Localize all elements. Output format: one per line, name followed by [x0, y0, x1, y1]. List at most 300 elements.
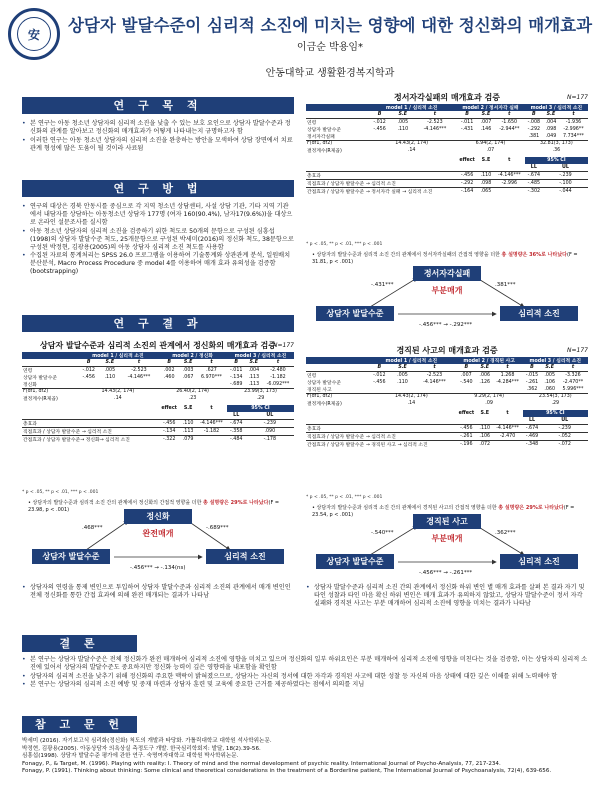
table-row [22, 381, 294, 389]
table-cell: .113 [180, 427, 196, 435]
table-cell: -.100 [543, 179, 588, 187]
table-n: N=177 [273, 342, 294, 349]
purpose-item: • 이러한 연구는 아동 청소년 상담자의 심리적 소진을 완충하는 방안을 모색하여 상담 장면에서 치료 관계 형성에 많은 도움이 될 것이라 사료됨 [22, 137, 294, 153]
model-header: model 2 / 정서자각 실패 [456, 104, 525, 111]
table-cell [158, 381, 180, 389]
table-row [306, 133, 588, 141]
header-cell [306, 104, 367, 111]
table-cell: -4.146*** [196, 419, 227, 427]
row-label: 결정계수(R제곱) [23, 397, 58, 402]
table-cell: .090 [246, 427, 294, 435]
table-row [306, 118, 588, 126]
table-note: * p < .05, ** p < .01, *** p < .001 [22, 490, 99, 495]
subheader-cell: B [523, 364, 542, 371]
caption-highlight: 총 설명량은 29%로 나타났다 [203, 500, 269, 506]
table-cell [392, 386, 414, 394]
table-title: 정서자각실패의 매개효과 검증 [393, 93, 501, 102]
conclusion-item: • 본 연구는 상담자 발달수준은 전체 정신화가 완전 매개하여 심리적 소진에 영향을 미치고 있으며 정신화의 일부 하위요인은 부분 매개하여 심리적 소진에 영향을 미친다는 것을 검증함, 이는 상담자의 심리적 소진에 있어서 상담자의 발달수준도 중요하지만 정신화 능력이 깊은 영향력을 내포함을 확인함 [22, 656, 590, 672]
table-cell: -.302 [525, 187, 543, 195]
header-cell [306, 417, 523, 424]
model-header: model 3 / 심리적 소진 [227, 352, 294, 359]
table-stat-row [306, 400, 588, 407]
table-cell: -.348 [523, 440, 542, 448]
subheader-cell: B [367, 111, 392, 118]
table-cell: .079 [180, 435, 196, 443]
table-cell: 14.43(2, 174) [367, 140, 456, 147]
table-cell: .146 [480, 126, 492, 132]
method-list [22, 203, 294, 277]
subheader-cell: t [493, 364, 523, 371]
table-cell: 5.996*** [562, 386, 584, 392]
subheader-cell: S.E [477, 364, 492, 371]
row-label: 상담자 발달수준 [307, 380, 341, 386]
table-cell: -1.650 [501, 119, 518, 125]
effect-subheader-row [22, 412, 294, 419]
conclusion-list [22, 656, 590, 690]
table-cell: -.052 [541, 432, 588, 440]
table-cell: 23.99(3, 173) [227, 388, 294, 395]
table-cell: -.540 [460, 379, 473, 385]
caption-text: • 상담자의 발달수준과 심리적 소진 간의 관계에서 정신화의 간접적 영향을 더한 [28, 500, 203, 506]
subheader-cell: t [262, 359, 294, 366]
table-cell: .381 [528, 133, 540, 139]
coef-a: -.540*** [371, 530, 394, 536]
predictor-box: 상담자 발달수준 [316, 554, 394, 569]
table-cell: .110 [180, 419, 196, 427]
table-cell [477, 386, 492, 394]
table-cell: 7.734*** [563, 133, 584, 139]
table-cell: -6.092*** [266, 381, 290, 387]
purpose-item: • 본 연구는 아동 청소년 상담자의 심리적 소진을 낮출 수 있는 보호 요인으로 상담자 발달수준과 정신화의 관계를 알아보고 정신화의 매개효과가 어떻게 나타내는지 규명하고자 함 [22, 120, 294, 136]
effect-row [306, 424, 588, 432]
mediation-type-label: 부분매개 [431, 534, 463, 543]
effect-header: effect [161, 406, 177, 411]
table-cell: .07 [486, 148, 495, 153]
table-cell: -3.326 [565, 372, 581, 378]
table-header-row [306, 104, 588, 111]
outcome-box: 심리적 소진 [500, 554, 578, 569]
row-label: 연령 [23, 368, 33, 374]
reference-entry: 박세미 (2016). 자기보고식 심리화(정신화) 척도의 개발과 타당화. 가톨릭대학교 대학원 석사학위논문. [22, 738, 272, 744]
table-cell: -.239 [541, 424, 588, 432]
row-label: 연령 [307, 120, 317, 126]
table-cell: -.134 [230, 374, 243, 380]
table-note: * p < .05, ** p < .01, *** p < .001 [306, 495, 383, 500]
coef-c: -.456*** → -.261*** [419, 570, 473, 576]
row-label: 결정계수(R제곱) [307, 149, 342, 154]
table-cell: .049 [545, 133, 557, 139]
table-cell: .005 [544, 372, 556, 378]
table-cell [493, 386, 523, 394]
table-cell: .002 [163, 367, 175, 373]
table-cell: -2.523 [427, 119, 443, 125]
coef-b: .381*** [495, 282, 516, 288]
table-cell: .098 [545, 126, 557, 132]
table-cell: -2.944** [499, 126, 520, 132]
reference-entry: Fonagy, P., & Target, M. (1996). Playing with reality: I. Theory of mind and the normal development of psychic reality. International Journal of Psycho-Analysis, 77, 217-234. [22, 760, 501, 767]
header-cell [306, 410, 456, 417]
effect-label: 간접효과 / 상담자 발달수준 → 경직된 사고 → 심리적 소진 [306, 440, 456, 448]
effect-header: LL [528, 417, 536, 423]
table-cell: .004 [545, 119, 557, 125]
effect-row [306, 440, 588, 448]
table-cell: .110 [397, 126, 409, 132]
table-cell: -1.182 [270, 374, 286, 380]
caption-text: (F = 23.98, p < .001) [28, 500, 280, 513]
table-cell: .098 [478, 179, 494, 187]
table-cell: .004 [248, 367, 260, 373]
table-cell: -.689 [230, 381, 243, 387]
subheader-cell: S.E [392, 111, 414, 118]
caption-text: • 상담자의 발달수준과 심리적 소진 간의 관계에서 정서자각실패의 간접적 영향을 더한 [312, 252, 502, 258]
coef-b: .362*** [495, 530, 516, 536]
caption-text: • 상담자의 발달수준과 심리적 소진 간의 관계에서 경직된 사고의 간접적 영향을 더한 [312, 505, 499, 511]
row-label: 상담자 발달수준 [23, 375, 57, 381]
section-purpose-header: 연 구 목 적 [22, 97, 294, 114]
caption-text: (F = 31.81, p < .001) [312, 252, 578, 265]
table-cell [100, 381, 120, 389]
outcome-box: 심리적 소진 [206, 549, 284, 564]
predictor-box: 상담자 발달수준 [316, 306, 394, 321]
subheader-cell: t [559, 111, 588, 118]
mediator-box: 정신화 [124, 509, 192, 524]
subheader-cell: t [494, 111, 525, 118]
affiliation: 안동대학교 생활환경복지학과 [265, 68, 395, 79]
effect-header: S.E [481, 158, 491, 163]
model-header: model 1 / 심리적 소진 [78, 352, 159, 359]
effect-header: UL [562, 164, 569, 170]
seal-center: 安 [17, 17, 51, 51]
effect-label: 직접효과 / 상담자 발달수준 → 심리적 소진 [306, 432, 456, 440]
table-cell: .007 [480, 119, 492, 125]
table-cell: .003 [182, 367, 194, 373]
table-cell: .067 [182, 374, 194, 380]
table-cell: .36 [552, 148, 561, 153]
effect-label: 총효과 [306, 171, 456, 179]
table-cell: .106 [544, 379, 556, 385]
effect-label: 총효과 [306, 424, 456, 432]
table-stat-row [306, 140, 588, 147]
effect-header: UL [266, 412, 274, 418]
table-cell: -.292 [456, 179, 478, 187]
row-label: 연령 [307, 373, 317, 379]
table-cell: 6.970*** [201, 374, 222, 380]
table-row [306, 371, 588, 379]
table-cell [478, 133, 494, 141]
effect-header: S.E [183, 406, 193, 411]
table-header-row [22, 352, 294, 359]
header-cell [306, 357, 367, 364]
subheader-cell: S.E [541, 364, 558, 371]
table-cell: 14.43(2, 174) [367, 393, 456, 400]
results-right-list [306, 584, 588, 609]
effect-header: 95% CI [523, 410, 588, 417]
table-cell: .005 [397, 372, 408, 378]
table-cell: -.261 [456, 432, 477, 440]
table-stat-row [22, 395, 294, 402]
table-subheader-row [306, 364, 588, 371]
row-label: 상담자 발달수준 [307, 127, 341, 133]
table-cell [494, 187, 525, 195]
table-cell: .106 [477, 432, 492, 440]
effect-label: 총효과 [22, 419, 158, 427]
table-cell: 32.81(3, 173) [525, 140, 588, 147]
effect-header: S.E [480, 411, 490, 416]
table-cell [78, 381, 100, 389]
effect-row [306, 187, 588, 195]
table-subheader-row [22, 359, 294, 366]
table-cell: .110 [397, 379, 408, 385]
authors: 이금순 박용임* [296, 42, 364, 53]
section-results-header: 연 구 결 과 [22, 315, 294, 332]
conclusion-item: • 본 연구는 상담자의 심리적 소진 예방 및 중재 마련과 상담자 훈련 및 교육에 중요한 근거를 제공하였다는 점에서 의의를 지님 [22, 681, 590, 689]
table-cell: .113 [248, 374, 260, 380]
table-cell: .14 [407, 401, 416, 406]
table-cell: .627 [206, 367, 217, 373]
table-cell: .126 [479, 379, 491, 385]
table-cell [180, 381, 196, 389]
subheader-cell: S.E [392, 364, 414, 371]
table-cell: -.358 [227, 427, 246, 435]
table-cell: -2.470** [562, 379, 584, 385]
effect-header: 95% CI [227, 405, 294, 412]
header-cell [22, 352, 78, 359]
table-cell: .006 [479, 372, 491, 378]
table-cell: -4.146*** [494, 171, 525, 179]
header-cell [306, 111, 367, 118]
table-title: 상담자 발달수준과 심리적 소진의 관계에서 정신화의 매개효과 검증 [40, 341, 276, 350]
table-cell: -.485 [525, 179, 543, 187]
subheader-cell: t [413, 364, 455, 371]
table-cell: -.431 [460, 126, 474, 132]
subheader-cell: B [227, 359, 246, 366]
table-title: 경직된 사고의 매개효과 검증 [396, 346, 498, 355]
method-item: • 수집된 자료의 통계처리는 SPSS 26.0 프로그램을 이용하여 기술통계와 상관관계 분석, 일원배치분산분석, Macro Process Procedure 중 model 4를 이용하여 매개 효과 유의성을 검증함(bootstrapping) [22, 252, 294, 276]
effect-header: LL [530, 164, 537, 170]
effect-label: 간접효과 / 상담자 발달수준→ 정신화→ 심리적 소진 [22, 435, 158, 443]
mediator-box: 경직된 사고 [413, 514, 481, 529]
subheader-cell: S.E [180, 359, 196, 366]
subheader-cell: t [558, 364, 588, 371]
table-cell: 23.54(3, 173) [523, 393, 588, 400]
effect-row [306, 432, 588, 440]
table-cell: -4.146*** [127, 374, 151, 380]
model-header: model 3 / 심리적 소진 [525, 104, 588, 111]
poster-title: 상담자 발달수준이 심리적 소진에 미치는 영향에 대한 정신화의 매개효과 [67, 16, 593, 35]
table-cell: -.456 [456, 171, 478, 179]
effect-header: LL [233, 412, 240, 418]
row-label: 결정계수(R제곱) [307, 402, 342, 407]
regression-table [306, 104, 588, 195]
results-item: • 상담자 발달수준과 심리적 소진 간의 관계에서 정신화 하위 변인 별 매개 효과를 살펴 본 결과 자기 및 타인 성찰과 타인 마음 확신 하위 변인은 매개 효과가 유의하지 않았고, 상담자 발달수준이 정서 자각 실패와 경직된 사고는 부분 매개하여 심리적 소진에 영향을 미치는 결과가 나타남 [306, 584, 588, 608]
table-cell: .29 [551, 401, 560, 406]
table-cell [392, 133, 414, 141]
subheader-cell: S.E [100, 359, 120, 366]
table-cell: .460 [163, 374, 175, 380]
table-note: * p < .05, ** p < .01, *** p < .001 [306, 242, 383, 247]
table-row [306, 386, 588, 394]
caption-highlight: 총 설명량은 29%로 나타났다 [498, 505, 564, 511]
coef-a: -.431*** [371, 282, 394, 288]
table-cell: -2.523 [426, 372, 443, 378]
table-cell: .14 [407, 148, 416, 153]
effect-header: UL [561, 417, 569, 423]
table-cell: .110 [104, 374, 116, 380]
results-left-list [22, 584, 294, 601]
subheader-cell: B [367, 364, 392, 371]
purpose-list [22, 120, 294, 153]
section-conclusion-header: 결 론 [22, 635, 137, 652]
table-cell [367, 386, 392, 394]
table-cell: -1.182 [196, 427, 227, 435]
row-label: F(df1, df2) [22, 388, 78, 395]
subheader-cell: B [158, 359, 180, 366]
table-cell: -.011 [230, 367, 243, 373]
subheader-cell: t [414, 111, 456, 118]
subheader-cell: B [78, 359, 100, 366]
header-cell [22, 405, 158, 412]
table-cell: -.239 [543, 171, 588, 179]
effect-label: 직접효과 / 상담자 발달수준 → 심리적 소진 [22, 427, 158, 435]
subheader-cell: B [456, 111, 478, 118]
model-header: model 3 / 심리적 소진 [523, 357, 588, 364]
table-cell: 26.40(2, 174) [158, 388, 227, 395]
table-cell [494, 133, 525, 141]
table-cell: .09 [485, 401, 493, 406]
table-row [22, 366, 294, 374]
table-cell: .110 [478, 171, 494, 179]
table-stat-row [306, 393, 588, 400]
table-cell: -1.936 [565, 119, 582, 125]
subheader-cell: S.E [246, 359, 262, 366]
table-cell: -.015 [525, 372, 539, 378]
table-n: N=177 [567, 347, 588, 354]
table-cell: .362 [526, 386, 538, 392]
table-cell [196, 435, 227, 443]
table-header-row [306, 357, 588, 364]
table-cell: -.012 [373, 119, 386, 125]
header-cell [22, 359, 78, 366]
table-cell: -.178 [246, 435, 294, 443]
subheader-cell: B [456, 364, 477, 371]
table-cell: .110 [477, 424, 492, 432]
effect-header-row [22, 405, 294, 412]
subheader-cell: B [525, 111, 543, 118]
table-cell: 14.43(2, 174) [78, 388, 159, 395]
effect-subheader-row [306, 417, 588, 424]
table-cell: -.456 [82, 374, 95, 380]
model-header: model 1 / 심리적 소진 [367, 357, 456, 364]
effect-header: t [508, 158, 511, 163]
table-cell: -.012 [373, 372, 386, 378]
table-cell: -.456 [373, 126, 386, 132]
table-cell: -.674 [227, 419, 246, 427]
table-stat-row [22, 388, 294, 395]
university-seal-icon [8, 8, 60, 60]
regression-table [306, 357, 588, 448]
table-cell: -4.284*** [496, 379, 519, 385]
table-cell: .065 [478, 187, 494, 195]
table-stat-row [306, 147, 588, 154]
coef-a: .468*** [82, 525, 103, 531]
caption-highlight: 총 설명량은 36%로 나타났다 [501, 252, 567, 258]
table-cell: .29 [256, 396, 265, 401]
subheader-cell: t [120, 359, 159, 366]
table-cell: -4.146*** [423, 379, 446, 385]
table-cell: -.196 [456, 440, 477, 448]
row-label: F(df1, df2) [306, 393, 367, 400]
effect-header-row [306, 157, 588, 164]
table-cell: .007 [461, 372, 472, 378]
effect-header: effect [459, 158, 475, 163]
table-n: N=177 [567, 94, 588, 101]
effect-row [306, 179, 588, 187]
table-cell: -.292 [527, 126, 541, 132]
method-item: • 아동 청소년 상담자의 심리적 소진을 검증하기 위한 척도로 50개의 문항으로 구성된 심흥섭(1998)의 상담자 발달수준 척도, 25개문항으로 구성된 박세미(2016)의 정신화 척도, 38문항으로 구성된 박정현, 김광용(2005)의 아동 상담자 심리적 소진 척도를 사용함 [22, 228, 294, 252]
row-label: 정서자각실패 [307, 134, 335, 140]
table-cell [414, 133, 456, 141]
effect-header-row [306, 410, 588, 417]
effect-header: 95% CI [525, 157, 588, 164]
table-cell [120, 381, 159, 389]
table-cell: -.469 [523, 432, 542, 440]
table-cell: -.674 [525, 171, 543, 179]
table-cell: -.261 [525, 379, 539, 385]
table-cell [413, 386, 455, 394]
header-cell [306, 164, 525, 171]
caption-text: (F = 23.54, p < .001) [312, 505, 575, 518]
table-cell [367, 133, 392, 141]
results-item: • 상담자의 연령을 통제 변인으로 투입하여 상담자 발달수준과 심리적 소진의 관계에서 매개 변인인 전체 정신화를 통한 간접 효과에 의해 완전 매개되는 결과가 나타남 [22, 584, 294, 600]
table-cell: .060 [544, 386, 556, 392]
table-cell: -4.146*** [493, 424, 523, 432]
table-cell: -.456 [373, 379, 386, 385]
mediation-type-label: 부분매개 [431, 286, 463, 295]
header-cell [22, 412, 227, 419]
effect-header: t [210, 406, 213, 411]
table-cell: -.011 [460, 119, 474, 125]
table-cell: -.456 [158, 419, 180, 427]
effect-row [22, 419, 294, 427]
coef-b: -.689*** [206, 525, 229, 531]
table-cell: -2.480 [270, 367, 286, 373]
effect-header: effect [458, 411, 475, 416]
table-cell: -.164 [456, 187, 478, 195]
table-cell: -.484 [227, 435, 246, 443]
effect-header: t [506, 411, 509, 416]
table-cell: 6.94(2, 174) [456, 140, 525, 147]
row-label: 정신화 [23, 382, 37, 388]
header-cell [306, 157, 456, 164]
table-cell: -.322 [158, 435, 180, 443]
mediation-type-label: 완전매개 [142, 529, 174, 538]
table-cell: .23 [188, 396, 197, 401]
table-cell: -.674 [523, 424, 542, 432]
table-cell: .005 [397, 119, 409, 125]
table-subheader-row [306, 111, 588, 118]
model-header: model 2 / 경직된 사고 [456, 357, 523, 364]
table-cell: -.044 [543, 187, 588, 195]
table-row [306, 379, 588, 386]
table-cell: -.134 [158, 427, 180, 435]
references-list [22, 738, 590, 776]
table-cell: .072 [477, 440, 492, 448]
effect-subheader-row [306, 164, 588, 171]
table-cell: .005 [104, 367, 116, 373]
table-row [22, 374, 294, 381]
table-cell: 1.268 [500, 372, 515, 378]
section-references-header: 참 고 문 헌 [22, 716, 137, 733]
